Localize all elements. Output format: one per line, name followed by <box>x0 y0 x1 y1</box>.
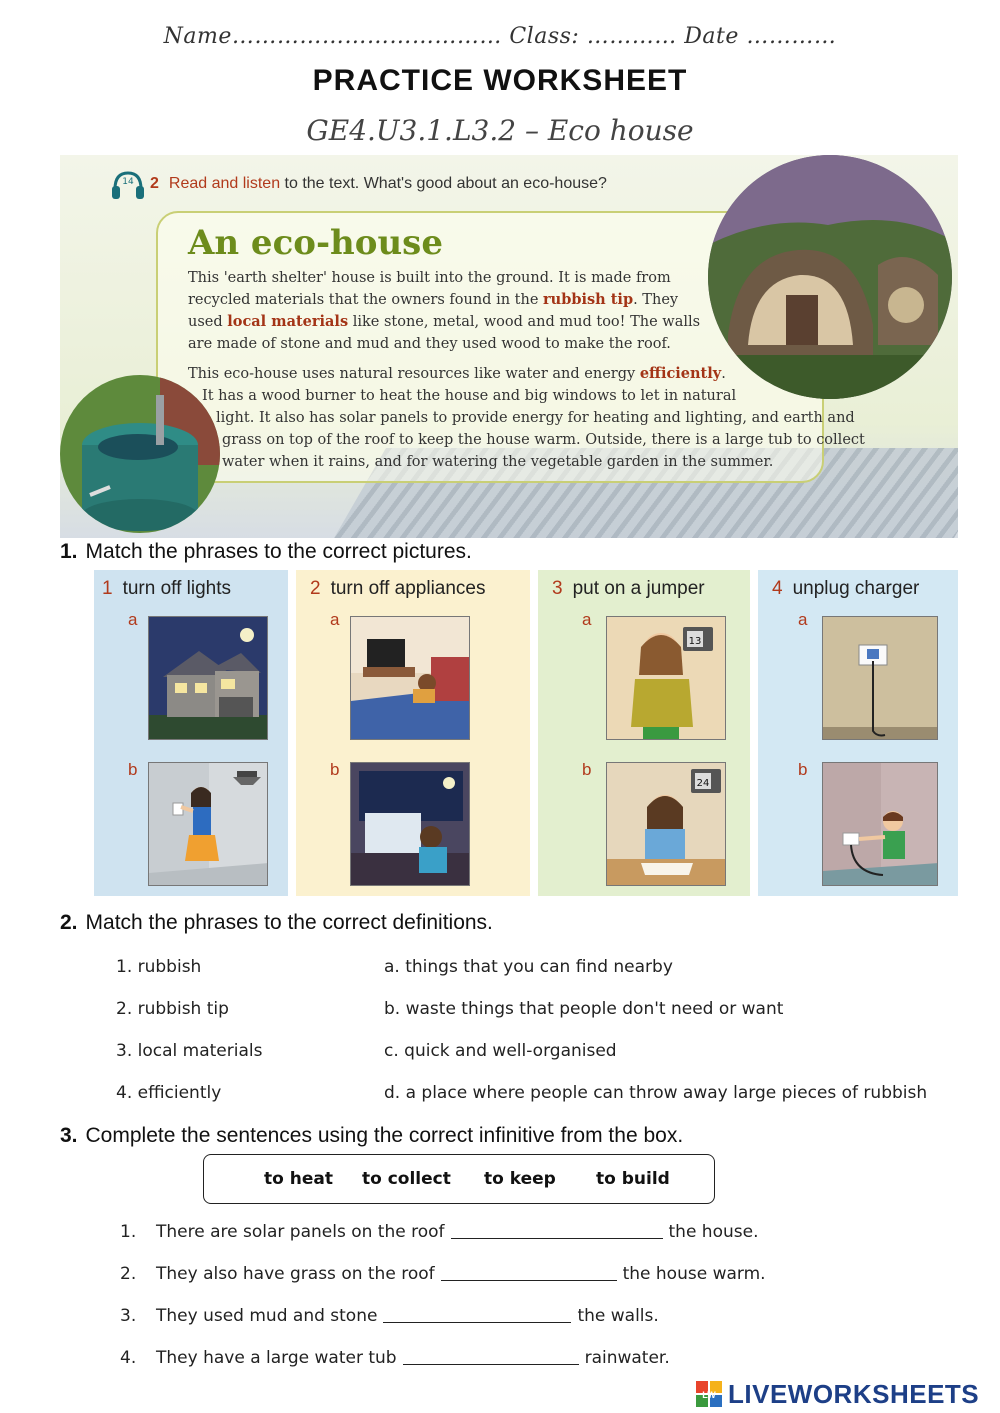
phrase-item: 2. rubbish tip <box>116 999 229 1019</box>
girl-reading-at-desk-picture[interactable] <box>606 762 726 886</box>
track-number: 14 <box>122 177 134 187</box>
plug-socket-picture[interactable] <box>822 616 938 740</box>
section-1-heading: 1. Match the phrases to the correct pictures. <box>60 540 472 563</box>
thermostat-reading-b: 24 <box>696 778 710 789</box>
highlight-local-materials: local materials <box>227 313 349 330</box>
option-a-label: a <box>330 610 340 629</box>
section-2-heading: 2. Match the phrases to the correct definitions. <box>60 911 493 934</box>
name-class-date-line: Name……………………………… Class: ………… Date ………… <box>163 24 837 49</box>
word-to-keep[interactable]: to keep <box>484 1169 556 1189</box>
answer-blank-1[interactable] <box>451 1223 663 1239</box>
thermostat-reading-a: 13 <box>688 636 702 647</box>
liveworksheets-logo-icon <box>696 1381 722 1407</box>
phrase-item: 4. efficiently <box>116 1083 222 1103</box>
option-b-label: b <box>582 760 592 779</box>
phrase-label: unplug charger <box>792 578 920 599</box>
reading-instruction <box>150 175 607 193</box>
boy-unplugging-charger-picture[interactable] <box>822 762 938 886</box>
sentence-3: 3. They used mud and stone the walls. <box>120 1306 659 1326</box>
phrase-item: 1. rubbish <box>116 957 202 977</box>
instruction-text: to the text. What's good about an eco-house? <box>280 175 607 192</box>
answer-blank-3[interactable] <box>383 1307 571 1323</box>
highlight-rubbish-tip: rubbish tip <box>543 291 634 308</box>
water-tub-photo <box>60 375 220 533</box>
word-to-collect[interactable]: to collect <box>362 1169 451 1189</box>
girl-putting-on-jumper-picture[interactable] <box>606 616 726 740</box>
panel-turn-off-appliances: 2 turn off appliances a b <box>296 570 530 896</box>
answer-blank-2[interactable] <box>441 1265 617 1281</box>
sentence-4: 4. They have a large water tub rainwater. <box>120 1348 670 1368</box>
boy-reading-in-bed-picture[interactable] <box>350 616 470 740</box>
panel-turn-off-lights: 1 turn off lights a b <box>94 570 288 896</box>
headphones-icon <box>110 169 146 201</box>
page-subtitle: GE4.U3.1.L3.2 – Eco house <box>306 114 694 147</box>
liveworksheets-logo[interactable] <box>696 1378 979 1410</box>
definition-item: d. a place where people can throw away large pieces of rubbish <box>384 1083 928 1103</box>
option-b-label: b <box>330 760 340 779</box>
definition-item: b. waste things that people don't need or want <box>384 999 784 1019</box>
word-to-build[interactable]: to build <box>596 1169 670 1189</box>
phrase-label: turn off appliances <box>330 578 486 599</box>
option-a-label: a <box>128 610 138 629</box>
panel-put-on-a-jumper: 3 put on a jumper a b 13 24 <box>538 570 750 896</box>
sentence-1: 1. There are solar panels on the roof the house. <box>120 1222 759 1242</box>
paragraph-2: This eco-house uses natural resources like water and energy efficiently. It has a wood burner to heat the house and big windows to let in natural light. It also has solar panels to provide energy for heating and lighting, and earth and grass on top of the roof to keep the house warm. Outside, there is a large tub to collect water when it rains, and for watering the vegetable garden in the summer. <box>188 365 865 470</box>
phrase-label: turn off lights <box>122 578 232 599</box>
highlight-efficiently: efficiently <box>639 365 722 382</box>
earth-house-photo <box>708 155 952 399</box>
answer-blank-4[interactable] <box>403 1349 579 1365</box>
logo-mark-text: LW <box>702 1390 716 1400</box>
girl-turning-off-light-picture[interactable] <box>148 762 268 886</box>
definition-item: c. quick and well-organised <box>384 1041 617 1061</box>
word-box <box>203 1154 715 1204</box>
task-number: 2 <box>150 175 159 192</box>
liveworksheets-brand-text: LIVEWORKSHEETS <box>728 1378 980 1409</box>
phrase-item: 3. local materials <box>116 1041 263 1061</box>
phrase-label: put on a jumper <box>572 578 705 599</box>
instruction-emphasis: Read and listen <box>168 175 281 192</box>
option-b-label: b <box>798 760 808 779</box>
option-a-label: a <box>582 610 592 629</box>
eco-house-title: An eco-house <box>188 223 443 263</box>
section-3-heading: 3. Complete the sentences using the correct infinitive from the box. <box>60 1124 684 1147</box>
boy-at-computer-picture[interactable] <box>350 762 470 886</box>
page-title: PRACTICE WORKSHEET <box>312 64 688 97</box>
definition-item: a. things that you can find nearby <box>384 957 673 977</box>
option-a-label: a <box>798 610 808 629</box>
house-at-night-picture[interactable] <box>148 616 268 740</box>
sentence-2: 2. They also have grass on the roof the house warm. <box>120 1264 766 1284</box>
word-to-heat[interactable]: to heat <box>264 1169 333 1189</box>
panel-unplug-charger: 4 unplug charger a b <box>758 570 958 896</box>
paragraph-1: This 'earth shelter' house is built into the ground. It is made from recycled materials that the owners found in the rubbish tip. They used local materials like stone, metal, wood and mud too! The walls are made of stone and mud and they used wood to make the roof. <box>188 270 701 352</box>
reading-section <box>60 155 958 538</box>
option-b-label: b <box>128 760 138 779</box>
